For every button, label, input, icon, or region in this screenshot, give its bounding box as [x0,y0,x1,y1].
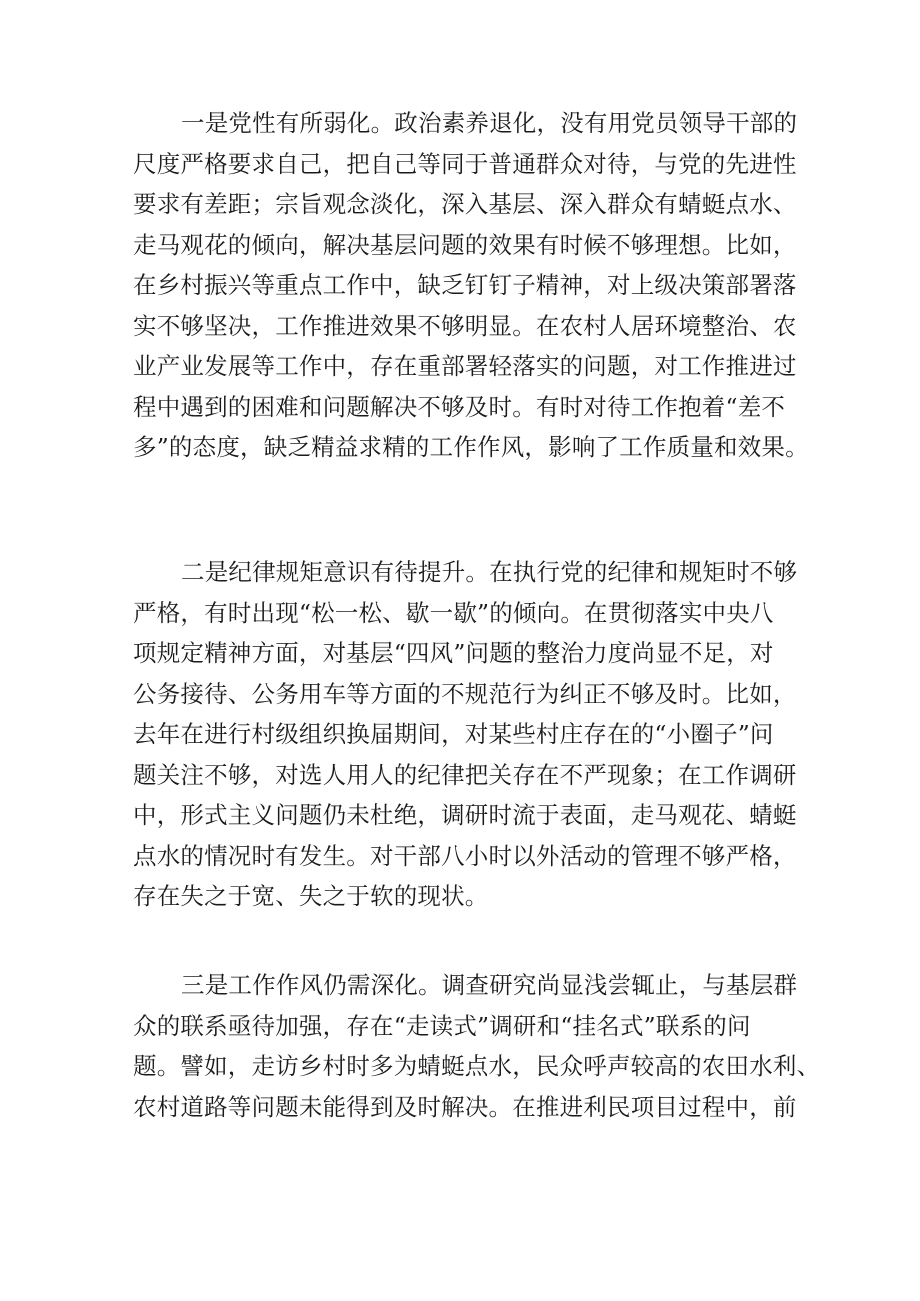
paragraph-line: 程中遇到的困难和问题解决不够及时。有时对待工作抱着“差不 [133,392,786,421]
paragraph-line: 走马观花的倾向，解决基层问题的效果有时候不够理想。比如， [133,230,797,259]
paragraph-line: 在乡村振兴等重点工作中，缺乏钉钉子精神，对上级决策部署落 [133,271,797,299]
paragraph-line: 去年在进行村级组织换届期间，对某些村庄存在的“小圈子”问 [133,720,774,748]
paragraph-line: 多”的态度，缺乏精益求精的工作作风，影响了工作质量和效果。 [133,433,809,461]
paragraph-line: 中，形式主义问题仍未杜绝，调研时流于表面，走马观花、蜻蜓 [133,801,797,829]
paragraph-line: 题关注不够，对选人用人的纪律把关存在不严现象；在工作调研 [133,760,797,789]
paragraph-line: 要求有差距；宗旨观念淡化，深入基层、深入群众有蜻蜓点水、 [133,190,797,218]
paragraph-line: 业产业发展等工作中，存在重部署轻落实的问题，对工作推进过 [133,352,797,380]
paragraph-line: 众的联系亟待加强，存在“走读式”调研和“挂名式”联系的问 [133,1011,751,1040]
paragraph-line: 点水的情况时有发生。对干部八小时以外活动的管理不够严格， [133,841,797,870]
paragraph-line: 公务接待、公务用车等方面的不规范行为纠正不够及时。比如， [133,679,797,708]
paragraph-line: 实不够坚决，工作推进效果不够明显。在农村人居环境整治、农 [133,311,797,340]
paragraph-line: 项规定精神方面，对基层“四风”问题的整治力度尚显不足，对 [133,639,774,667]
paragraph-line: 题。譬如，走访乡村时多为蜻蜓点水，民众呼声较高的农田水利、 [133,1052,821,1080]
paragraph-line: 农村道路等问题未能得到及时解决。在推进利民项目过程中，前 [133,1092,797,1121]
paragraph-line: 严格，有时出现“松一松、歇一歇”的倾向。在贯彻落实中央八 [133,598,774,627]
paragraph-discipline [133,552,797,917]
paragraph-line: 尺度严格要求自己，把自己等同于普通群众对待，与党的先进性 [133,149,797,178]
paragraph-party-spirit [133,103,809,468]
paragraph-line: 三是工作作风仍需深化。调查研究尚显浅尝辄止，与基层群 [181,971,798,999]
paragraph-line: 二是纪律规矩意识有待提升。在执行党的纪律和规矩时不够 [181,558,798,586]
paragraph-line: 存在失之于宽、失之于软的现状。 [133,882,489,910]
paragraph-line: 一是党性有所弱化。政治素养退化，没有用党员领导干部的 [181,109,798,137]
paragraph-work-style [133,965,820,1127]
